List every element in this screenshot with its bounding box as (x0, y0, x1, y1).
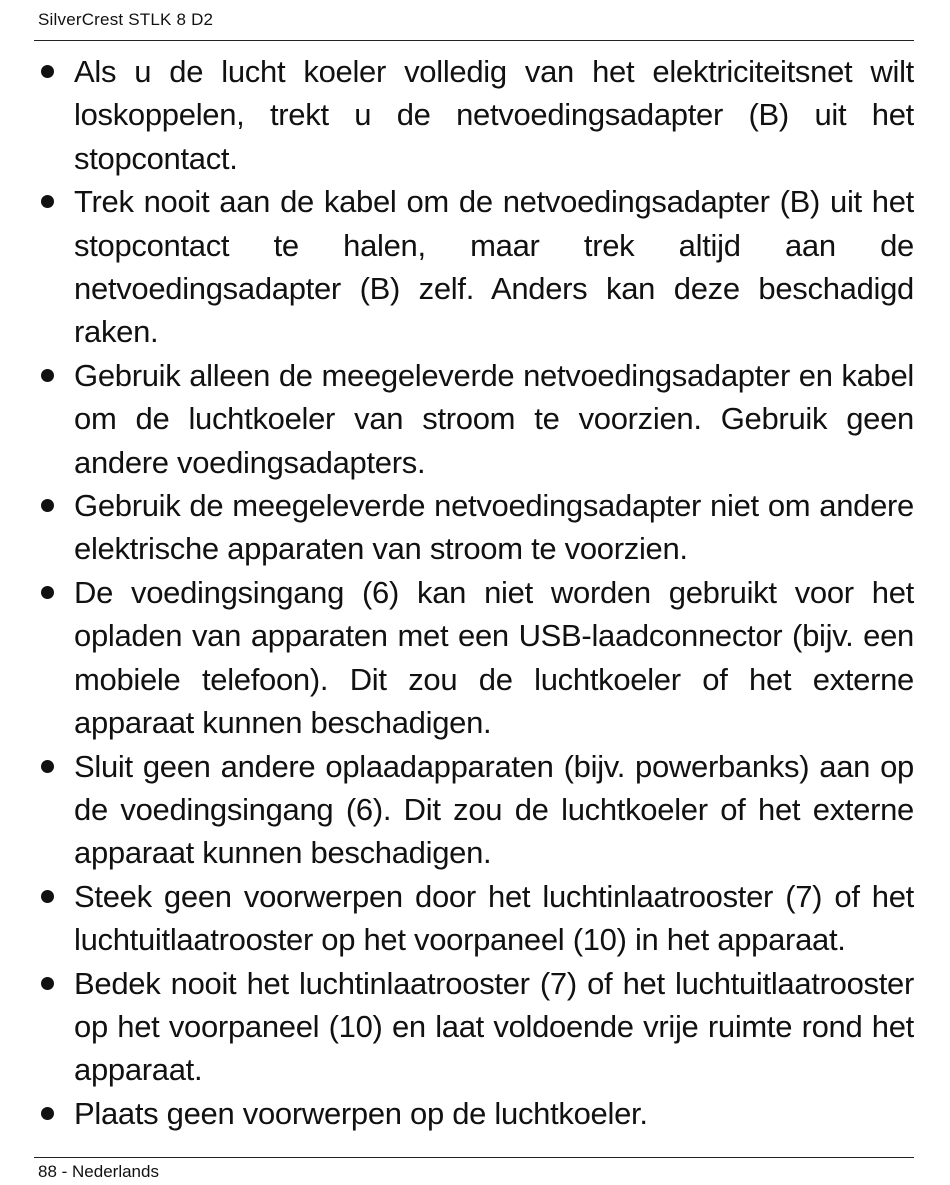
list-item-text: Plaats geen voorwerpen op de luchtkoeler. (74, 1095, 648, 1131)
header-divider (34, 40, 914, 41)
bullet-icon (41, 499, 54, 512)
bullet-icon (41, 1107, 54, 1120)
bullet-icon (41, 586, 54, 599)
list-item (34, 1092, 914, 1135)
list-item (34, 50, 914, 180)
list-item-text: Bedek nooit het luchtinlaatrooster (7) of het luchtuitlaatrooster op het voorpaneel (10) en laat voldoende vrije ruimte rond het apparaat. (74, 965, 914, 1088)
list-item (34, 484, 914, 571)
bullet-icon (41, 977, 54, 990)
page-content (34, 50, 914, 1135)
bullet-icon (41, 195, 54, 208)
safety-bullet-list (34, 50, 914, 1135)
list-item (34, 962, 914, 1092)
bullet-icon (41, 65, 54, 78)
list-item-text: De voedingsingang (6) kan niet worden gebruikt voor het opladen van apparaten met een USB-laadconnector (bijv. een mobiele telefoon). Dit zou de luchtkoeler of het externe apparaat kunnen beschadigen. (74, 574, 914, 741)
list-item (34, 354, 914, 484)
bullet-icon (41, 760, 54, 773)
page-footer: 88 - Nederlands (38, 1162, 159, 1181)
bullet-icon (41, 369, 54, 382)
list-item (34, 571, 914, 745)
bullet-icon (41, 890, 54, 903)
list-item (34, 875, 914, 962)
document-header: SilverCrest STLK 8 D2 (38, 10, 214, 29)
list-item-text: Trek nooit aan de kabel om de netvoedingsadapter (B) uit het stopcontact te halen, maar trek altijd aan de netvoedingsadapter (B) zelf. Anders kan deze beschadigd raken. (74, 184, 914, 350)
list-item (34, 180, 914, 354)
list-item-text: Sluit geen andere oplaadapparaten (bijv. powerbanks) aan op de voedingsingang (6). Dit zou de luchtkoeler of het externe apparaat kunnen beschadigen. (74, 748, 914, 871)
footer-divider (34, 1157, 914, 1158)
list-item-text: Gebruik alleen de meegeleverde netvoedingsadapter en kabel om de luchtkoeler van stroom te voorzien. Gebruik geen andere voedingsadapters. (74, 357, 914, 480)
list-item (34, 745, 914, 875)
list-item-text: Als u de lucht koeler volledig van het elektriciteitsnet wilt loskoppelen, trekt u de netvoedingsadapter (B) uit het stopcontact. (74, 54, 914, 176)
list-item-text: Gebruik de meegeleverde netvoedingsadapter niet om andere elektrische apparaten van stroom te voorzien. (74, 488, 914, 567)
list-item-text: Steek geen voorwerpen door het luchtinlaatrooster (7) of het luchtuitlaatrooster op het voorpaneel (10) in het apparaat. (74, 878, 914, 958)
